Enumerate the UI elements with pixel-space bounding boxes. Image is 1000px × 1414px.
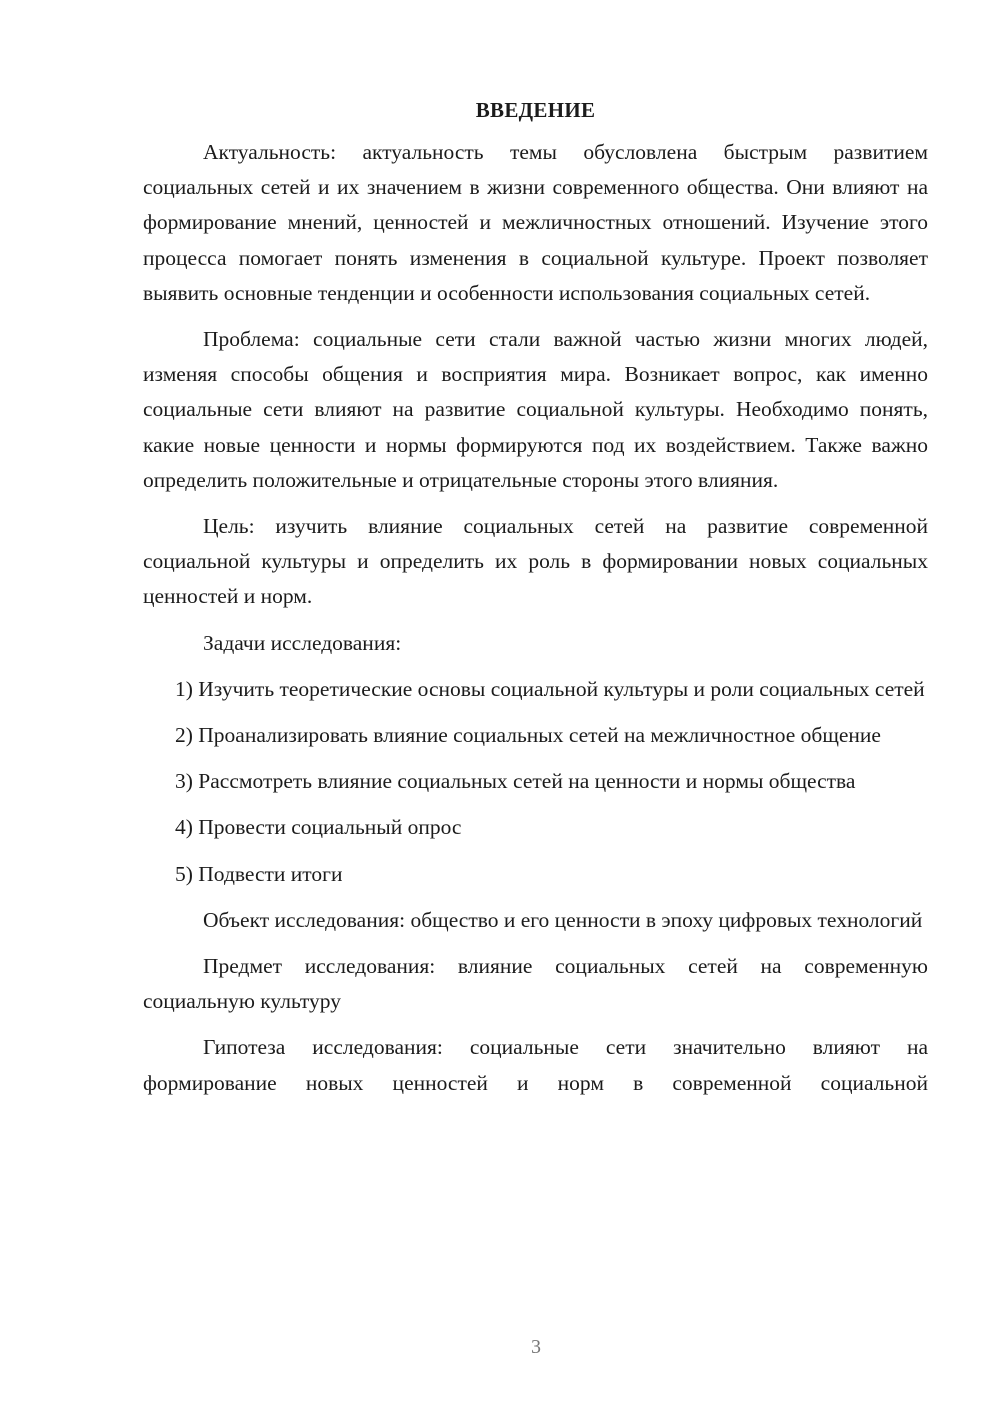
paragraph-goal: Цель: изучить влияние социальных сетей на развитие современной социальной культуры и определить их роль в формировании новых социальных ценностей и норм. — [143, 514, 928, 609]
task-item-3: 3) Рассмотреть влияние социальных сетей на ценности и нормы общества — [175, 769, 856, 794]
paragraph-subject: Предмет исследования: влияние социальных сетей на современную социальную культуру — [143, 954, 928, 1014]
section-title: ВВЕДЕНИЕ — [475, 98, 596, 122]
task-item-4: 4) Провести социальный опрос — [175, 815, 462, 840]
tasks-heading: Задачи исследования: — [203, 630, 402, 655]
task-item-5: 5) Подвести итоги — [175, 861, 343, 886]
task-item-2: 2) Проанализировать влияние социальных сетей на межличностное общение — [175, 723, 881, 748]
page-number: 3 — [531, 1336, 541, 1358]
paragraph-object: Объект исследования: общество и его ценности в эпоху цифровых технологий — [203, 907, 923, 932]
paragraph-relevance: Актуальность: актуальность темы обусловлена быстрым развитием социальных сетей и их значением в жизни современного общества. Они влияют на формирование мнений, ценностей и межличностных отношений. Изучение этого процесса помогает понять изменения в социальной культуре. Проект позволяет выявить основные тенденции и особенности использования социальных сетей. — [143, 140, 928, 305]
page-body — [143, 93, 928, 1101]
paragraph-hypothesis: Гипотеза исследования: социальные сети значительно влияют на формирование новых ценностей и норм в современной социальной — [143, 1035, 928, 1095]
task-item-1: 1) Изучить теоретические основы социальной культуры и роли социальных сетей — [175, 676, 925, 701]
paragraph-problem: Проблема: социальные сети стали важной частью жизни многих людей, изменяя способы общения и восприятия мира. Возникает вопрос, как именно социальные сети влияют на развитие социальной культуры. Необходимо понять, какие новые ценности и нормы формируются под их воздействием. Также важно определить положительные и отрицательные стороны этого влияния. — [143, 327, 928, 492]
